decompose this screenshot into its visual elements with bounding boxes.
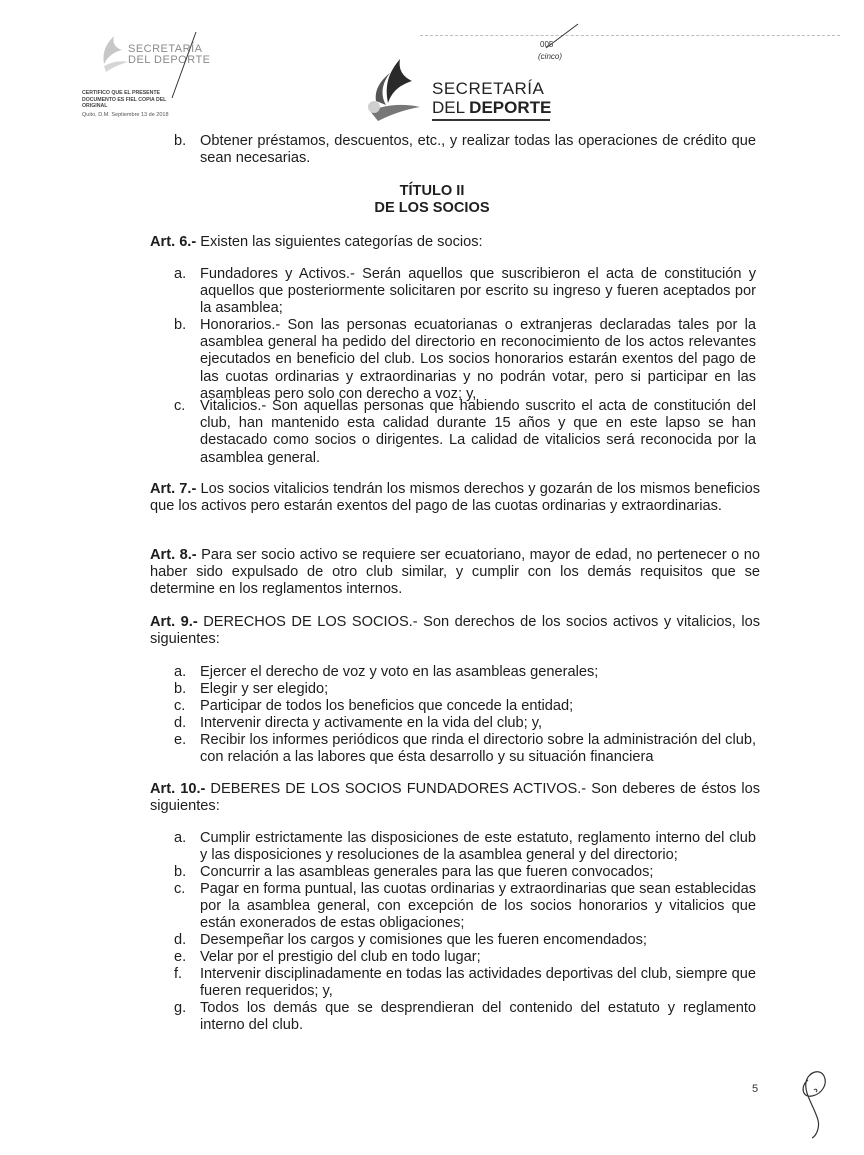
article-6 bbox=[150, 234, 760, 251]
list-text: Pagar en forma puntual, las cuotas ordinarias y extraordinarias que sean establecidas por la asamblea general, con excepción de los socios honorarios y vitalicios que están exonerados de estas obligaciones; bbox=[200, 881, 756, 932]
folio-slash-icon bbox=[530, 22, 590, 52]
list-text: Vitalicios.- Son aquellas personas que habiendo suscrito el acta de constitución del club, han mantenido esta calidad durante 15 años y que en este lapso se han destacado como socios o dirigentes. La calidad de vitalicios será reconocida por la asamblea general. bbox=[200, 398, 756, 466]
article-label: Art. 8.- bbox=[150, 547, 197, 563]
article-label: Art. 7.- bbox=[150, 481, 197, 497]
folio-word: (cinco) bbox=[538, 52, 563, 61]
list-marker: f. bbox=[174, 966, 183, 982]
list-marker: c. bbox=[174, 881, 186, 897]
ministry-logo bbox=[360, 55, 560, 125]
list-text: Honorarios.- Son las personas ecuatorianas o extranjeras declaradas tales por la asamblea general ha pedido del directorio en reconocimiento de los actos relevantes ejecutados en beneficio del club. Los socios honorarios estarán exentos del pago de las cuotas ordinarias y extraordinarias y no podrán votar, pero si participar en las asambleas pero solo con derecho a voz; y, bbox=[200, 317, 756, 402]
list-marker: d. bbox=[174, 932, 187, 948]
list-marker: b. bbox=[174, 133, 187, 149]
handwritten-signature-icon bbox=[790, 1060, 850, 1140]
list-text: Cumplir estrictamente las disposiciones de este estatuto, reglamento interno del club y las disposiciones y resoluciones de la asamblea general y del directorio; bbox=[200, 830, 756, 864]
list-text: Desempeñar los cargos y comisiones que les fueren encomendados; bbox=[200, 932, 647, 948]
stamp-date: Quito, D.M. Septiembre 13 de 2018 bbox=[82, 112, 169, 118]
article-label: Art. 6.- bbox=[150, 234, 197, 250]
flame-logo-icon bbox=[360, 55, 428, 125]
article-text: Los socios vitalicios tendrán los mismos derechos y gozarán de los mismos beneficios que los activos pero estarán exentos del pago de las cuotas ordinarias y extraordinarias. bbox=[150, 481, 761, 515]
list-marker: a. bbox=[174, 664, 187, 680]
list-text: Todos los demás que se desprendieran del contenido del estatuto y reglamento interno del club. bbox=[200, 1000, 756, 1034]
list-marker: b. bbox=[174, 681, 187, 697]
list-marker: c. bbox=[174, 698, 186, 714]
list-text: Ejercer el derecho de voz y voto en las asambleas generales; bbox=[200, 664, 599, 680]
list-marker: e. bbox=[174, 732, 187, 748]
article-9 bbox=[150, 614, 760, 648]
article-8 bbox=[150, 547, 760, 599]
list-text: Velar por el prestigio del club en todo lugar; bbox=[200, 949, 481, 965]
list-text: Intervenir disciplinadamente en todas las actividades deportivas del club, siempre que fueren requeridos; y, bbox=[200, 966, 756, 1000]
logo-line-1: SECRETARÍA bbox=[432, 79, 545, 98]
page-number: 5 bbox=[752, 1083, 759, 1095]
list-marker: a. bbox=[174, 830, 187, 846]
article-10 bbox=[150, 781, 760, 815]
list-text: Intervenir directa y activamente en la vida del club; y, bbox=[200, 715, 543, 731]
folio-number: 005 bbox=[540, 40, 554, 49]
article-text: Existen las siguientes categorías de socios: bbox=[196, 234, 483, 250]
ministry-logo-faded-icon bbox=[92, 34, 132, 74]
list-text: Elegir y ser elegido; bbox=[200, 681, 329, 697]
list-marker: g. bbox=[174, 1000, 187, 1016]
logo-underline bbox=[432, 119, 550, 121]
list-marker: d. bbox=[174, 715, 187, 731]
article-label: Art. 9.- bbox=[150, 614, 198, 630]
logo-line-2: DEL DEPORTE bbox=[432, 98, 552, 117]
list-marker: a. bbox=[174, 266, 187, 282]
section-subtitle: DE LOS SOCIOS bbox=[374, 200, 490, 216]
section-title: TÍTULO II bbox=[399, 183, 465, 199]
list-marker: b. bbox=[174, 864, 187, 880]
article-text: DERECHOS DE LOS SOCIOS.- Son derechos de los socios activos y vitalicios, los siguientes: bbox=[150, 614, 761, 648]
list-text: Concurrir a las asambleas generales para las que fueren convocados; bbox=[200, 864, 654, 880]
article-7 bbox=[150, 481, 760, 515]
stamp-org-name: SECRETARÍA DEL DEPORTE bbox=[128, 43, 211, 66]
article-label: Art. 10.- bbox=[150, 781, 206, 797]
stamp-certification-text: CERTIFICO QUE EL PRESENTE DOCUMENTO ES FIEL COPIA DEL ORIGINAL bbox=[82, 90, 167, 109]
list-text: Recibir los informes periódicos que rinda el directorio sobre la administración del club, con relación a las labores que ésta desarrollo y su situación financiera bbox=[200, 732, 756, 766]
list-text: Obtener préstamos, descuentos, etc., y realizar todas las operaciones de crédito que sean necesarias. bbox=[200, 133, 756, 167]
list-marker: b. bbox=[174, 317, 187, 333]
header-divider bbox=[420, 35, 840, 37]
list-text: Participar de todos los beneficios que concede la entidad; bbox=[200, 698, 574, 714]
certification-stamp bbox=[70, 30, 230, 125]
article-text: DEBERES DE LOS SOCIOS FUNDADORES ACTIVOS.- Son deberes de éstos los siguientes: bbox=[150, 781, 760, 815]
list-marker: c. bbox=[174, 398, 186, 414]
list-marker: e. bbox=[174, 949, 187, 965]
list-text: Fundadores y Activos.- Serán aquellos que suscribieron el acta de constitución y aquellos que posteriormente solicitaren por escrito su ingreso y fueren aceptados por la asamblea; bbox=[200, 266, 756, 317]
article-text: Para ser socio activo se requiere ser ecuatoriano, mayor de edad, no pertenecer o no haber sido expulsado de otro club similar, y cumplir con los demás requisitos que se determine en los reglamentos internos. bbox=[150, 547, 760, 598]
